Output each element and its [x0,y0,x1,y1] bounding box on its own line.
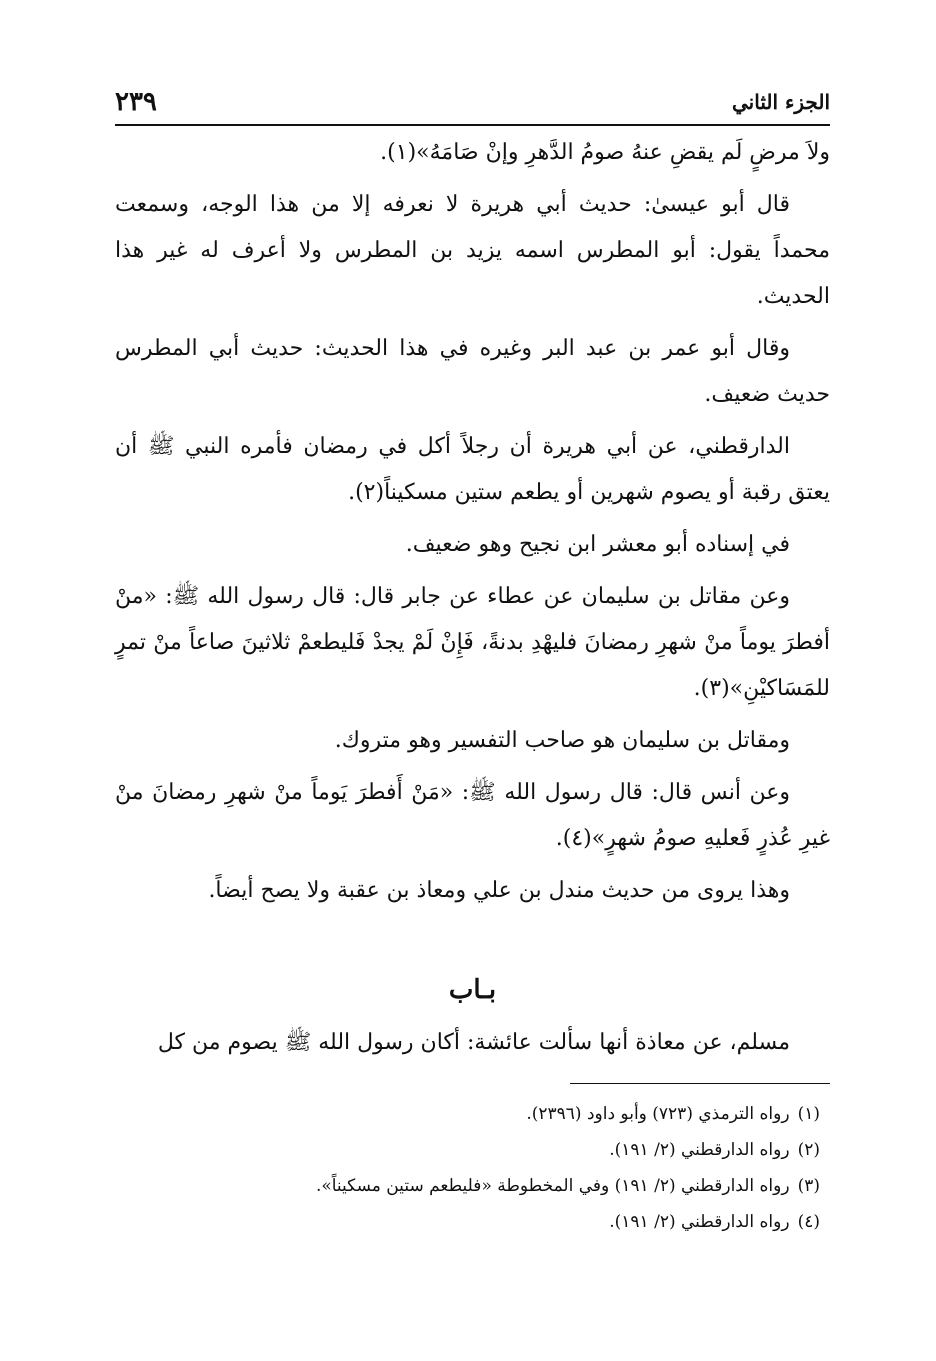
footnote [115,1096,830,1132]
paragraph: ومقاتل بن سليمان هو صاحب التفسير وهو متروك. [334,728,790,753]
footnote [115,1204,830,1240]
footnote-text: رواه الدارقطني (٢/ ١٩١). [609,1140,790,1160]
footnote-number: (٤) [797,1212,820,1232]
footnote-text: رواه الترمذي (٧٢٣) وأبو داود (٢٣٩٦). [526,1104,790,1124]
paragraph: وعن مقاتل بن سليمان عن عطاء عن جابر قال: قال رسول الله ﷺ: «منْ أفطرَ يوماً منْ شهرِ رمضانَ فليهْدِ بدنةً، فَإِنْ لَمْ يجدْ فَليطعمْ ثلاثينَ صاعاً منْ تمرٍ للمَسَاكيْنِ»(٣). [115,584,830,701]
paragraph: وهذا يروى من حديث مندل بن علي ومعاذ بن عقبة ولا يصح أيضاً. [208,878,790,903]
paragraph: وعن أنس قال: قال رسول الله ﷺ: «مَنْ أَفطرَ يَوماً منْ شهرِ رمضانَ منْ غيرِ عُذرٍ فَعليهِ صومُ شهرٍ»(٤). [115,780,830,851]
footnote-number: (٢) [797,1140,820,1160]
footnote-rule [570,1083,830,1084]
paragraph: الدارقطني، عن أبي هريرة أن رجلاً أكل في رمضان فأمره النبي ﷺ أن يعتق رقبة أو يصوم شهرين أو يطعم ستين مسكيناً(٢). [115,434,830,505]
footnote-text: رواه الدارقطني (٢/ ١٩١). [609,1212,790,1232]
chapter-opening-line: مسلم، عن معاذة أنها سألت عائشة: أكان رسول الله ﷺ يصوم من كل [157,1030,790,1055]
footnote [115,1168,830,1204]
header-rule [115,124,830,126]
footnote-number: (١) [797,1104,820,1124]
footnote-number: (٣) [797,1176,820,1196]
footnote-text: رواه الدارقطني (٢/ ١٩١) وفي المخطوطة «فليطعم ستين مسكيناً». [315,1176,790,1196]
chapter-heading: بـاب [448,975,497,1005]
paragraph: في إسناده أبو معشر ابن نجيح وهو ضعيف. [405,532,790,557]
paragraph: قال أبو عيسىٰ: حديث أبي هريرة لا نعرفه إلا من هذا الوجه، وسمعت محمداً يقول: أبو المطرس اسمه يزيد بن المطرس ولا أعرف له غير هذا الحديث. [115,192,830,309]
paragraph: ولاَ مرضٍ لَم يقضِ عنهُ صومُ الدَّهرِ وإنْ صَامَهُ»(١). [380,140,830,165]
footnote [115,1132,830,1168]
page-header [115,82,830,122]
footnotes [115,1096,830,1240]
running-head: الجزء الثاني [732,90,830,114]
paragraph: وقال أبو عمر بن عبد البر وغيره في هذا الحديث: حديث أبي المطرس حديث ضعيف. [115,336,830,407]
main-text [115,130,830,920]
page-number: ٢٣٩ [115,87,157,117]
